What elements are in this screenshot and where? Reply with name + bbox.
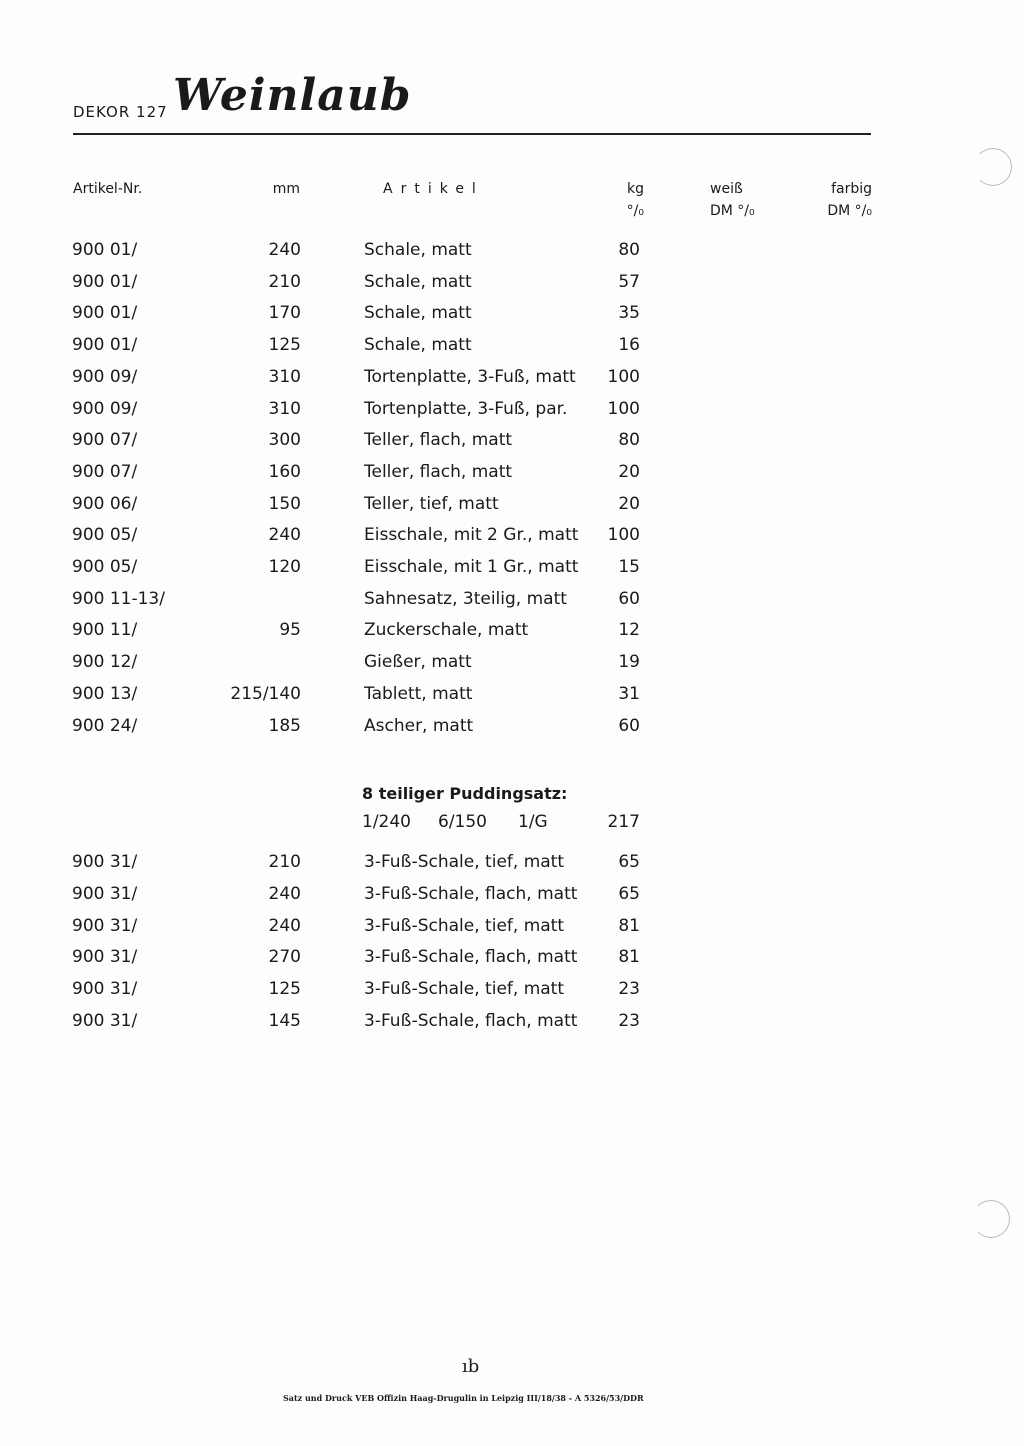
page-title: Weinlaub <box>173 70 412 121</box>
table-row <box>0 584 1024 614</box>
article-description: Tablett, matt <box>364 683 473 704</box>
article-description: Eisschale, mit 1 Gr., matt <box>364 557 579 577</box>
size-mm: 120 <box>268 557 301 577</box>
article-description: Eisschale, mit 2 Gr., matt <box>364 525 579 546</box>
pudding-part-2: 6/150 <box>438 812 487 832</box>
pudding-part-1: 1/240 <box>362 812 411 832</box>
article-description: Teller, flach, matt <box>364 461 513 482</box>
article-number: 900 09/ <box>72 398 138 419</box>
table-row <box>0 425 1024 455</box>
article-description: Ascher, matt <box>364 715 474 736</box>
size-mm: 310 <box>268 398 301 419</box>
article-description: 3-Fuß-Schale, tief, matt <box>364 979 564 1000</box>
table-row <box>0 911 1024 941</box>
quantity-kg: 60 <box>618 715 640 736</box>
table-row <box>0 615 1024 645</box>
article-description: Schale, matt <box>364 335 472 356</box>
article-description: 3-Fuß-Schale, flach, matt <box>364 1011 578 1031</box>
article-number: 900 01/ <box>72 271 138 292</box>
table-row <box>0 394 1024 424</box>
quantity-kg: 16 <box>618 335 640 356</box>
article-number: 900 13/ <box>72 683 138 704</box>
quantity-kg: 15 <box>618 557 640 577</box>
table-row <box>0 267 1024 297</box>
table-row <box>0 942 1024 972</box>
pudding-kg: 217 <box>607 812 640 832</box>
article-number: 900 31/ <box>72 883 138 904</box>
article-description: Tortenplatte, 3-Fuß, matt <box>364 366 576 387</box>
column-header-farbig-label: farbig <box>831 181 872 197</box>
article-number: 900 11/ <box>72 620 138 641</box>
column-header-weiss-unit: DM °/₀ <box>710 203 755 219</box>
imprint-line: Satz und Druck VEB Offizin Haag-Drugulin in Leipzig III/18/38 - A 5326/53/DDR <box>283 1393 644 1403</box>
column-header-mm: mm <box>272 181 300 197</box>
article-number: 900 24/ <box>72 715 138 736</box>
size-mm: 215/140 <box>230 683 301 704</box>
table-row <box>0 974 1024 1004</box>
article-description: Teller, tief, matt <box>364 493 499 514</box>
quantity-kg: 19 <box>618 652 640 673</box>
header-rule <box>73 133 871 135</box>
size-mm: 210 <box>268 271 301 292</box>
table-row <box>0 457 1024 487</box>
article-description: 3-Fuß-Schale, tief, matt <box>364 915 564 936</box>
table-row <box>0 489 1024 519</box>
article-number: 900 05/ <box>72 525 138 546</box>
article-number: 900 01/ <box>72 240 138 260</box>
column-header-kg-label: kg <box>627 181 644 197</box>
size-mm: 150 <box>268 493 301 514</box>
column-header-weiss <box>710 178 755 222</box>
size-mm: 160 <box>268 461 301 482</box>
quantity-kg: 100 <box>607 398 640 419</box>
article-description: 3-Fuß-Schale, flach, matt <box>364 883 578 904</box>
quantity-kg: 81 <box>618 947 640 968</box>
table-row <box>0 711 1024 741</box>
size-mm: 170 <box>268 303 301 324</box>
punch-hole-mark <box>974 148 1012 186</box>
size-mm: 310 <box>268 366 301 387</box>
size-mm: 240 <box>268 883 301 904</box>
quantity-kg: 80 <box>618 430 640 451</box>
article-number: 900 31/ <box>72 915 138 936</box>
article-number: 900 09/ <box>72 366 138 387</box>
quantity-kg: 65 <box>618 852 640 872</box>
table-row <box>0 879 1024 909</box>
size-mm: 270 <box>268 947 301 968</box>
article-description: Tortenplatte, 3-Fuß, par. <box>364 398 568 419</box>
size-mm: 145 <box>268 1011 301 1031</box>
article-description: Teller, flach, matt <box>364 430 513 451</box>
column-header-weiss-label: weiß <box>710 181 743 197</box>
quantity-kg: 20 <box>618 461 640 482</box>
table-row <box>0 847 1024 877</box>
size-mm: 300 <box>268 430 301 451</box>
quantity-kg: 23 <box>618 979 640 1000</box>
article-number: 900 05/ <box>72 557 138 577</box>
article-number: 900 31/ <box>72 1011 138 1031</box>
column-header-artikel: Artikel <box>383 181 484 197</box>
table-row <box>0 647 1024 677</box>
article-number: 900 07/ <box>72 430 138 451</box>
table-row <box>0 552 1024 582</box>
quantity-kg: 31 <box>618 683 640 704</box>
article-description: Gießer, matt <box>364 652 472 673</box>
pudding-set-title: 8 teiliger Puddingsatz: <box>362 784 568 803</box>
quantity-kg: 81 <box>618 915 640 936</box>
size-mm: 125 <box>268 979 301 1000</box>
article-description: Schale, matt <box>364 303 472 324</box>
size-mm: 210 <box>268 852 301 872</box>
article-number: 900 12/ <box>72 652 138 673</box>
quantity-kg: 60 <box>618 588 640 609</box>
article-description: Sahnesatz, 3teilig, matt <box>364 588 567 609</box>
table-row <box>0 679 1024 709</box>
pudding-part-3: 1/G <box>518 812 548 832</box>
column-header-farbig-unit: DM °/₀ <box>827 203 872 219</box>
quantity-kg: 57 <box>618 271 640 292</box>
quantity-kg: 80 <box>618 240 640 260</box>
column-header-artikel-nr: Artikel-Nr. <box>73 181 143 197</box>
size-mm: 240 <box>268 240 301 260</box>
size-mm: 185 <box>268 715 301 736</box>
punch-hole-mark <box>972 1200 1010 1238</box>
quantity-kg: 23 <box>618 1011 640 1031</box>
article-description: Schale, matt <box>364 240 472 260</box>
table-row <box>0 1006 1024 1036</box>
table-row <box>0 235 1024 265</box>
article-number: 900 06/ <box>72 493 138 514</box>
article-description: Zuckerschale, matt <box>364 620 529 641</box>
printer-logo: ıb <box>462 1356 480 1377</box>
quantity-kg: 65 <box>618 883 640 904</box>
dekor-label: DEKOR 127 <box>73 103 168 121</box>
quantity-kg: 100 <box>607 366 640 387</box>
article-number: 900 31/ <box>72 947 138 968</box>
article-number: 900 01/ <box>72 335 138 356</box>
article-number: 900 11-13/ <box>72 588 165 609</box>
article-description: 3-Fuß-Schale, tief, matt <box>364 852 564 872</box>
column-header-kg <box>600 178 644 222</box>
table-row <box>0 520 1024 550</box>
size-mm: 125 <box>268 335 301 356</box>
quantity-kg: 100 <box>607 525 640 546</box>
column-header-farbig <box>810 178 872 222</box>
size-mm: 240 <box>268 525 301 546</box>
article-number: 900 01/ <box>72 303 138 324</box>
column-header-kg-unit: °/₀ <box>626 203 644 219</box>
article-number: 900 31/ <box>72 979 138 1000</box>
quantity-kg: 20 <box>618 493 640 514</box>
article-description: Schale, matt <box>364 271 472 292</box>
article-number: 900 31/ <box>72 852 138 872</box>
size-mm: 240 <box>268 915 301 936</box>
article-description: 3-Fuß-Schale, flach, matt <box>364 947 578 968</box>
quantity-kg: 12 <box>618 620 640 641</box>
table-row <box>0 330 1024 360</box>
size-mm: 95 <box>279 620 301 641</box>
article-number: 900 07/ <box>72 461 138 482</box>
table-row <box>0 362 1024 392</box>
table-row <box>0 298 1024 328</box>
quantity-kg: 35 <box>618 303 640 324</box>
